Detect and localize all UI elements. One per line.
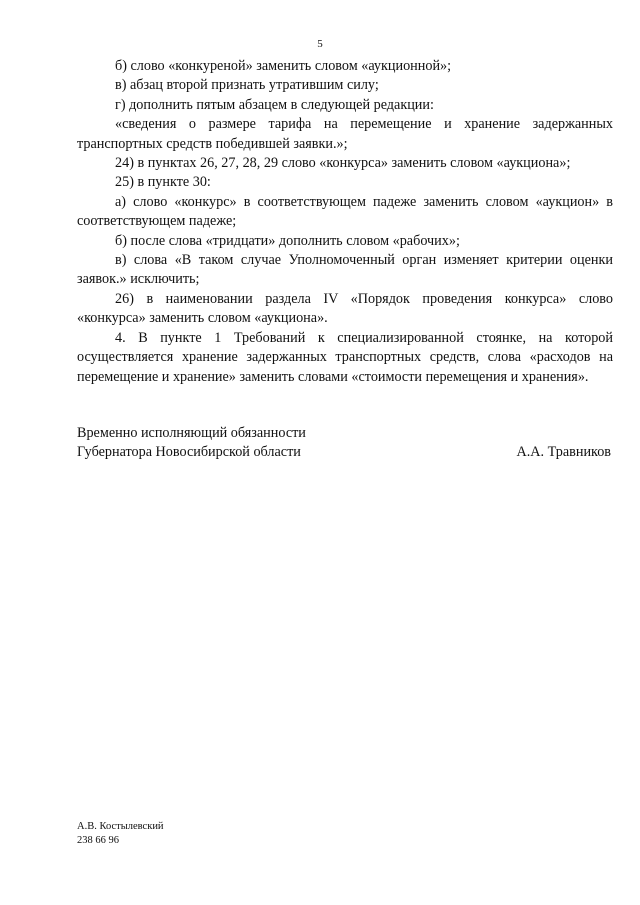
paragraph: в) слова «В таком случае Уполномоченный орган изменяет критерии оценки заявок.» исключить;: [77, 252, 613, 288]
paragraph: а) слово «конкурс» в соответствующем падеже заменить словом «аукцион» в соответствующем падеже;: [77, 193, 613, 230]
signatory-title-line2: Губернатора Новосибирской области: [77, 444, 301, 461]
signatory-title-line1: Временно исполняющий обязанности: [77, 425, 306, 441]
signature-line: [77, 443, 613, 462]
page-number: 5: [317, 38, 323, 50]
paragraph: 4. В пункте 1 Требований к специализированной стоянке, на которой осуществляется хранение задержанных транспортных средств, слова «расходов на перемещение и хранение» заменить словами «стоимости перемещения и хранения».: [77, 329, 613, 385]
paragraph: 24) в пунктах 26, 27, 28, 29 слово «конкурса» заменить словом «аукциона»;: [115, 155, 571, 172]
paragraph: г) дополнить пятым абзацем в следующей редакции:: [115, 96, 434, 113]
signature-block: [77, 424, 613, 463]
paragraph: в) абзац второй признать утратившим силу;: [115, 77, 379, 94]
paragraph: б) слово «конкуреной» заменить словом «аукционной»;: [115, 58, 452, 74]
author-name: А.В. Костылевский: [77, 821, 164, 832]
document-body: [77, 57, 613, 387]
author-block: [77, 820, 164, 847]
paragraph: 26) в наименовании раздела IV «Порядок проведения конкурса» слово «конкурса» заменить словом «аукциона».: [77, 290, 613, 327]
paragraph: б) после слова «тридцати» дополнить словом «рабочих»;: [115, 232, 460, 249]
author-phone: 238 66 96: [77, 834, 119, 846]
paragraph: 25) в пункте 30:: [115, 174, 211, 191]
paragraph: «сведения о размере тарифа на перемещение и хранение задержанных транспортных средств победившей заявки.»;: [77, 116, 613, 152]
signatory-name: А.А. Травников: [516, 444, 611, 461]
